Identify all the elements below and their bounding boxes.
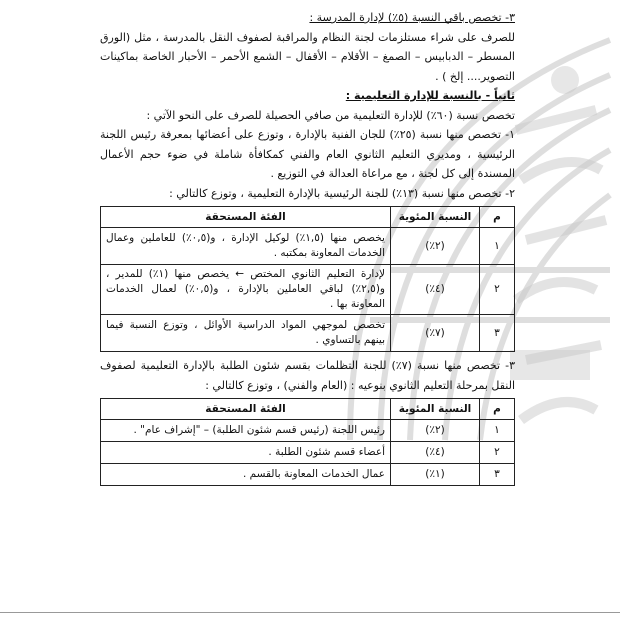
row-percentage: (٢٪) — [391, 420, 480, 442]
table-header-row — [101, 399, 515, 420]
page-bottom-rule — [0, 612, 620, 613]
header-percentage: النسبة المئوية — [391, 207, 480, 228]
row-num: ١ — [480, 420, 515, 442]
table-row — [101, 442, 515, 464]
section-2-heading: ثانياً - بالنسبة للإدارة التعليمية : — [345, 89, 515, 102]
header-category: الفئة المستحقة — [101, 207, 391, 228]
section-2-intro: تخصص نسبة (٦٠٪) للإدارة التعليمية من صافي الحصيلة للصرف على النحو الآتي : — [146, 108, 515, 122]
row-num: ١ — [480, 228, 515, 265]
row-category: عمال الخدمات المعاونة بالقسم . — [101, 464, 391, 486]
row-percentage: (٢٪) — [391, 228, 480, 265]
header-category: الفئة المستحقة — [101, 399, 391, 420]
table-row — [101, 420, 515, 442]
table-header-row — [101, 207, 515, 228]
allocation-table-1 — [100, 206, 515, 352]
row-category: أعضاء قسم شئون الطلبة . — [101, 442, 391, 464]
row-category: رئيس اللجنة (رئيس قسم شئون الطلبة) – "إشراف عام" . — [101, 420, 391, 442]
section-2-item-1: ١- تخصص منها نسبة (٢٥٪) للجان الفنية بالإدارة ، وتوزع على أعضائها بمعرفة رئيس اللجنة الرئيسية ، ومديري التعليم الثانوي العام والفني كمكافأة شاملة في ضوء حجم الأعمال المسندة إلى كل لجنة ، مع مراعاة العدالة في التوزيع . — [100, 128, 515, 180]
row-category: لإدارة التعليم الثانوي المختص ← يخصص منها (١٪) للمدير ، و(٢,٥٪) لباقي العاملين بالإدارة ، و(٠,٥٪) لعمال الخدمات المعاونة بها . — [101, 265, 391, 315]
header-num: م — [480, 399, 515, 420]
header-num: م — [480, 207, 515, 228]
row-num: ٢ — [480, 442, 515, 464]
section-2-item-2: ٢- تخصص منها نسبة (١٣٪) للجنة الرئيسية بالإدارة التعليمية ، وتوزع كالتالي : — [169, 186, 515, 200]
table-row — [101, 228, 515, 265]
row-category: يخصص منها (١,٥٪) لوكيل الإدارة ، و(٠,٥٪) للعاملين وعمال الخدمات المعاونة بمكتبه . — [101, 228, 391, 265]
table-row — [101, 315, 515, 352]
item-3-heading: ٣- تخصص باقي النسبة (٥٪) لإدارة المدرسة : — [309, 11, 515, 24]
section-2-item-3: ٣- تخصص منها نسبة (٧٪) للجنة التظلمات بقسم شئون الطلبة بالإدارة التعليمية لصفوف النقل بمرحلة التعليم الثانوي بنوعيه : (العام والفني) ، وتوزع كالتالي : — [100, 359, 515, 392]
item-3-body: للصرف على شراء مستلزمات لجنة النظام والمراقبة لصفوف النقل بالمدرسة ، مثل (الورق المسطر – الدبابيس – الصمغ – الأقلام – الأقفال – الشمع الأحمر – الأحبار الخاصة بماكينات التصوير.... إلخ ) . — [100, 30, 515, 83]
allocation-table-2 — [100, 398, 515, 486]
document-body — [100, 8, 515, 490]
row-num: ٣ — [480, 464, 515, 486]
row-percentage: (٤٪) — [391, 442, 480, 464]
row-percentage: (٧٪) — [391, 315, 480, 352]
header-percentage: النسبة المئوية — [391, 399, 480, 420]
row-category: تخصص لموجهي المواد الدراسية الأوائل ، وتوزع النسبة فيما بينهم بالتساوي . — [101, 315, 391, 352]
row-percentage: (٤٪) — [391, 265, 480, 315]
table-row — [101, 265, 515, 315]
row-num: ٢ — [480, 265, 515, 315]
row-percentage: (١٪) — [391, 464, 480, 486]
row-num: ٣ — [480, 315, 515, 352]
table-row — [101, 464, 515, 486]
